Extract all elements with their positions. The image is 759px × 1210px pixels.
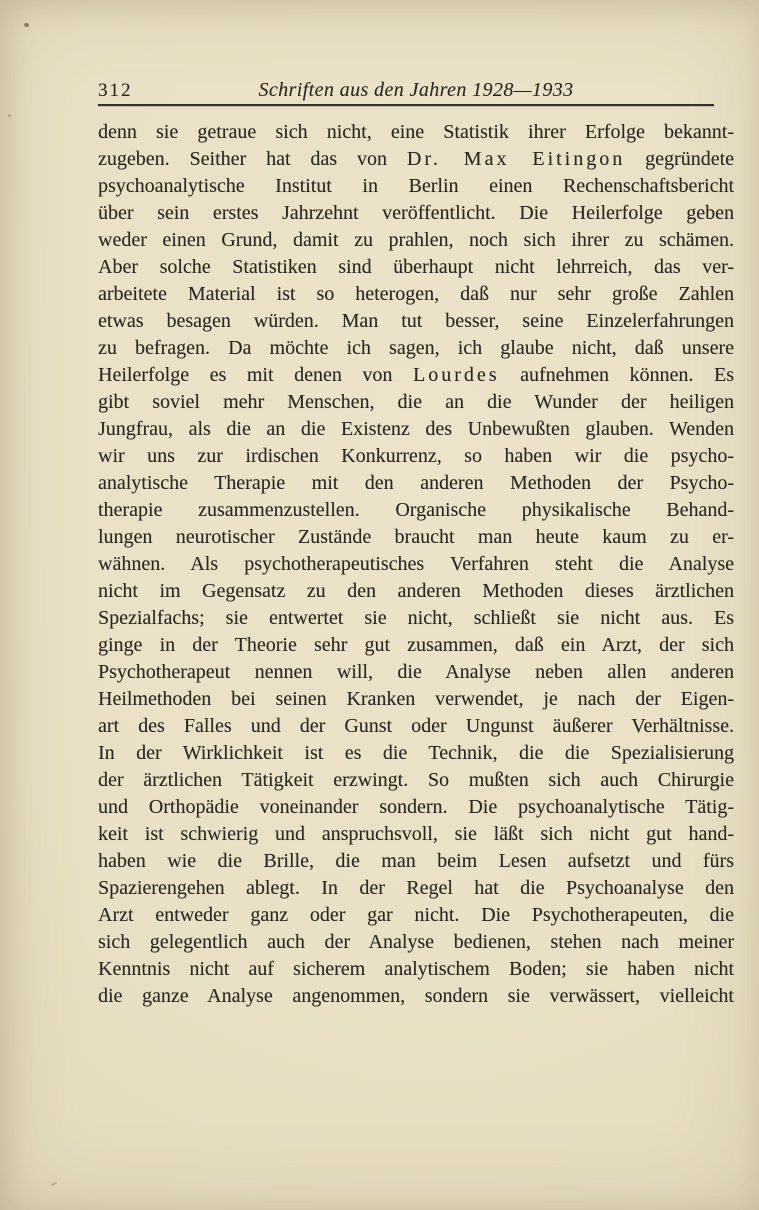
text-segment: haben wie die Brille, die man beim Lesen aufsetzt und fürs: [98, 850, 734, 872]
text-segment: weder einen Grund, damit zu prahlen, noch sich ihrer zu schämen.: [98, 229, 734, 251]
text-segment: zu befragen. Da möchte ich sagen, ich glaube nicht, daß unsere: [98, 337, 734, 359]
text-segment: analytische Therapie mit den anderen Methoden der Psycho-: [98, 472, 734, 494]
text-segment: Heilmethoden bei seinen Kranken verwendet, je nach der Eigen-: [98, 688, 734, 710]
text-line: [98, 389, 734, 416]
text-segment: Spazierengehen ablegt. In der Regel hat die Psychoanalyse den: [98, 877, 734, 899]
text-line: [98, 659, 734, 686]
running-title: Schriften aus den Jahren 1928—1933: [258, 79, 574, 101]
text-line: [98, 497, 734, 524]
text-line: [98, 578, 734, 605]
text-segment: Arzt entweder ganz oder gar nicht. Die Psychotherapeuten, die: [98, 904, 734, 926]
text-segment: der ärztlichen Tätigkeit erzwingt. So mußten sich auch Chirurgie: [98, 769, 734, 791]
text-line: [98, 281, 734, 308]
emphasized-text-segment: Lourdes: [413, 364, 500, 386]
text-line: [98, 416, 734, 443]
text-line: [98, 308, 734, 335]
text-segment: und Orthopädie voneinander sondern. Die psychoanalytische Tätig-: [98, 796, 734, 818]
text-segment: wir uns zur irdischen Konkurrenz, so haben wir die psycho-: [98, 445, 734, 467]
emphasized-text-segment: Dr. Max Eitingon: [406, 148, 626, 170]
text-line: [98, 740, 734, 767]
text-line: [98, 632, 734, 659]
text-line: [98, 362, 734, 389]
text-line: [98, 335, 734, 362]
text-segment: In der Wirklichkeit ist es die Technik, die die Spezialisierung: [98, 742, 734, 764]
header-rule: [98, 104, 714, 106]
text-segment: denn sie getraue sich nicht, eine Statistik ihrer Erfolge bekannt-: [98, 121, 734, 143]
text-line: [98, 605, 734, 632]
text-line: [98, 713, 734, 740]
text-segment: Jungfrau, als die an die Existenz des Unbewußten glauben. Wenden: [98, 418, 734, 440]
page-number: 312: [98, 80, 133, 101]
text-segment: gibt soviel mehr Menschen, die an die Wunder der heiligen: [98, 391, 734, 413]
text-line: [98, 848, 734, 875]
text-segment: gegründete: [625, 148, 734, 170]
text-segment: die ganze Analyse angenommen, sondern sie verwässert, vielleicht: [98, 985, 734, 1007]
page-header: [98, 76, 734, 102]
text-segment: lungen neurotischer Zustände braucht man heute kaum zu er-: [98, 526, 734, 548]
text-segment: therapie zusammenzustellen. Organische physikalische Behand-: [98, 499, 734, 521]
text-segment: Kenntnis nicht auf sicherem analytischem Boden; sie haben nicht: [98, 958, 734, 980]
text-line: [98, 119, 734, 146]
text-segment: sich gelegentlich auch der Analyse bedienen, stehen nach meiner: [98, 931, 734, 953]
text-line: [98, 983, 734, 1010]
text-line: [98, 821, 734, 848]
text-line: [98, 524, 734, 551]
text-segment: Aber solche Statistiken sind überhaupt nicht lehrreich, das ver-: [98, 256, 734, 278]
body-text: [98, 119, 734, 1010]
text-line: [98, 254, 734, 281]
text-segment: wähnen. Als psychotherapeutisches Verfahren steht die Analyse: [98, 553, 734, 575]
text-segment: zugeben. Seither hat das von: [98, 148, 407, 170]
text-line: [98, 794, 734, 821]
paper-speck: [8, 114, 11, 117]
text-segment: Psychotherapeut nennen will, die Analyse neben allen anderen: [98, 661, 734, 683]
text-line: [98, 902, 734, 929]
text-line: [98, 686, 734, 713]
text-segment: ginge in der Theorie sehr gut zusammen, daß ein Arzt, der sich: [98, 634, 734, 656]
text-line: [98, 443, 734, 470]
text-line: [98, 956, 734, 983]
text-line: [98, 767, 734, 794]
text-line: [98, 929, 734, 956]
text-line: [98, 146, 734, 173]
text-segment: psychoanalytische Institut in Berlin einen Rechenschaftsbericht: [98, 175, 734, 197]
text-segment: art des Falles und der Gunst oder Ungunst äußerer Verhältnisse.: [98, 715, 734, 737]
text-segment: Spezialfachs; sie entwertet sie nicht, schließt sie nicht aus. Es: [98, 607, 734, 629]
paper-speck: [51, 1182, 57, 1187]
text-segment: nicht im Gegensatz zu den anderen Methoden dieses ärztlichen: [98, 580, 734, 602]
text-line: [98, 551, 734, 578]
paper-speck: [23, 22, 29, 27]
text-line: [98, 470, 734, 497]
text-line: [98, 227, 734, 254]
text-segment: über sein erstes Jahrzehnt veröffentlicht. Die Heilerfolge geben: [98, 202, 734, 224]
text-segment: Heilerfolge es mit denen von: [98, 364, 413, 386]
text-segment: aufnehmen können. Es: [499, 364, 734, 386]
text-line: [98, 200, 734, 227]
text-line: [98, 173, 734, 200]
text-segment: etwas besagen würden. Man tut besser, seine Einzelerfahrungen: [98, 310, 734, 332]
text-line: [98, 875, 734, 902]
text-segment: keit ist schwierig und anspruchsvoll, sie läßt sich nicht gut hand-: [98, 823, 734, 845]
text-segment: arbeitete Material ist so heterogen, daß nur sehr große Zahlen: [98, 283, 734, 305]
